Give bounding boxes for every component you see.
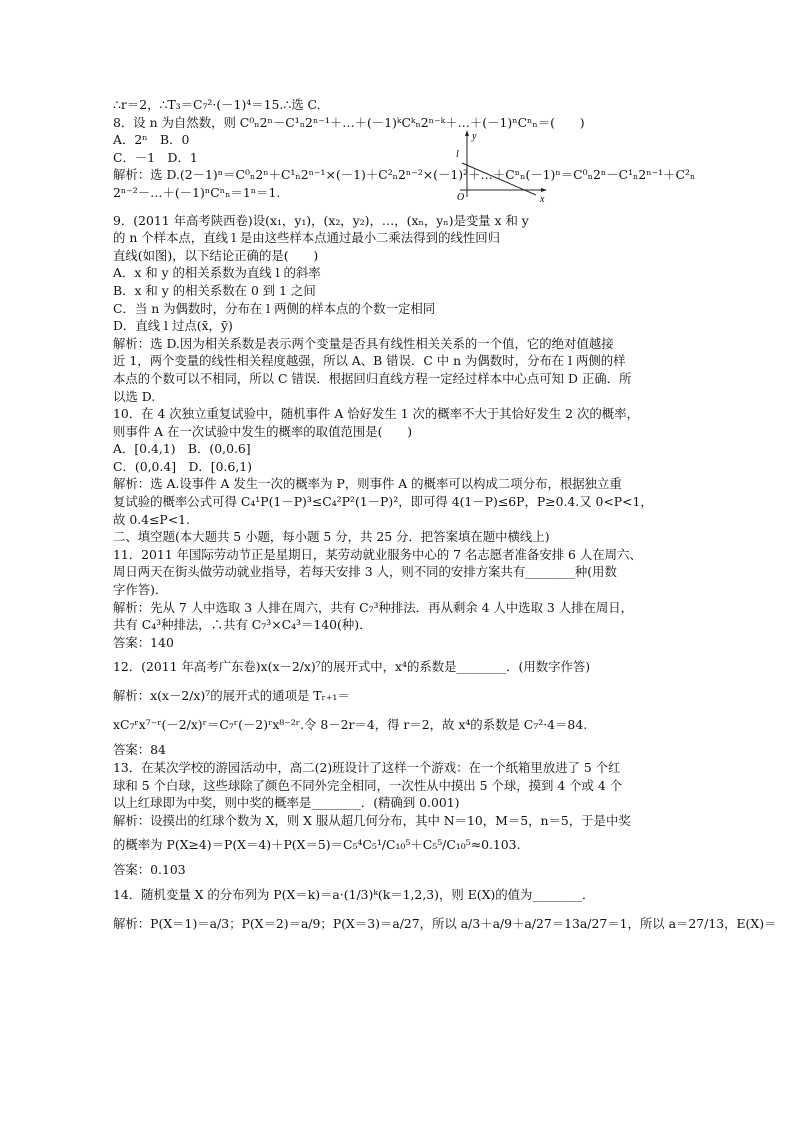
question-11-answer: 答案：140 [113, 634, 174, 650]
question-12-solution-cont: xC₇ʳx⁷⁻ʳ(－2/x)ʳ＝C₇ʳ(－2)ʳx⁸⁻²ʳ.令 8－2r＝4，得 r＝2，故 x⁴的系数是 C₇²·4＝84. [113, 717, 588, 733]
question-10-options-ab: A．[0.4,1) B．(0,0.6] [113, 441, 251, 457]
section-heading: 二、填空题(本大题共 5 小题，每小题 5 分，共 25 分．把答案填在题中横线上) [113, 529, 550, 545]
question-13-solution-cont: 的概率为 P(X≥4)＝P(X＝4)＋P(X＝5)＝C₅⁴C₅¹/C₁₀⁵＋C₅⁵/C₁₀⁵≈0.103. [113, 837, 521, 853]
question-9-stem-cont: 的 n 个样本点，直线 l 是由这些样本点通过最小二乘法得到的线性回归 [113, 230, 501, 246]
question-13-stem-cont: 以上红球即为中奖，则中奖的概率是________．(精确到 0.001) [113, 795, 460, 811]
question-13-answer: 答案：0.103 [113, 862, 186, 878]
x-axis-arrow [541, 188, 547, 192]
question-9-option-d: D．直线 l 过点(x̄，ȳ) [113, 318, 233, 334]
question-11-solution: 解析：先从 7 人中选取 3 人排在周六，共有 C₇³种排法．再从剩余 4 人中选取 3 人排在周日， [113, 599, 634, 615]
question-14-solution: 解析：P(X＝1)＝a/3；P(X＝2)＝a/9；P(X＝3)＝a/27，所以 a/3＋a/9＋a/27＝13a/27＝1，所以 a＝27/13，E(X)＝ [113, 915, 777, 931]
question-9-option-b: B．x 和 y 的相关系数在 0 到 1 之间 [113, 282, 316, 298]
question-10-solution-cont: 故 0.4≤P<1. [113, 511, 190, 527]
question-8-options-ab: A．2ⁿ B．0 [113, 132, 190, 148]
question-10-options-cd: C．(0,0.4] D．[0.6,1) [113, 458, 252, 474]
question-10-solution: 解析：选 A.设事件 A 发生一次的概率为 P，则事件 A 的概率可以构成二项分布，根据独立重 [113, 476, 622, 492]
y-axis-arrow [465, 130, 469, 136]
question-10-solution-cont: 复试验的概率公式可得 C₄¹P(1－P)³≤C₄²P²(1－P)²，即可得 4(1－P)≤6P，P≥0.4.又 0<P<1， [113, 494, 653, 510]
origin-label: O [457, 192, 465, 203]
question-9-stem-cont: 直线(如图)，以下结论正确的是( ) [113, 247, 319, 263]
regression-figure [448, 127, 548, 207]
text-line: ∴r＝2，∴T₃＝C₇²·(－1)⁴＝15.∴选 C. [113, 97, 321, 112]
question-12-answer: 答案：84 [113, 742, 166, 758]
question-9-solution: 解析：选 D.因为相关系数是表示两个变量是否具有线性相关关系的一个值，它的绝对值越接 [113, 335, 614, 351]
question-13-stem: 13．在某次学校的游园活动中，高二(2)班设计了这样一个游戏：在一个纸箱里放进了 5 个红 [113, 760, 621, 775]
question-8-solution-cont: 2ⁿ⁻²－…＋(－1)ⁿCⁿₙ＝1ⁿ＝1. [113, 184, 281, 200]
question-11-stem-cont: 字作答)． [113, 582, 168, 598]
question-8-solution: 解析：选 D.(2－1)ⁿ＝C⁰ₙ2ⁿ＋C¹ₙ2ⁿ⁻¹×(－1)＋C²ₙ2ⁿ⁻²×(－1)²＋…＋Cⁿₙ(－1)ⁿ＝C⁰ₙ2ⁿ－C¹ₙ2ⁿ⁻¹＋C²ₙ [113, 167, 696, 183]
question-12-stem: 12．(2011 年高考广东卷)x(x－2/x)⁷的展开式中，x⁴的系数是________．(用数字作答) [113, 659, 591, 675]
question-10-stem: 10．在 4 次独立重复试验中，随机事件 A 恰好发生 1 次的概率不大于其恰好发生 2 次的概率， [113, 406, 639, 422]
document-page [113, 96, 777, 940]
question-9-option-c: C．当 n 为偶数时，分布在 l 两侧的样本点的个数一定相同 [113, 300, 436, 316]
question-8-stem: 8．设 n 为自然数，则 C⁰ₙ2ⁿ－C¹ₙ2ⁿ⁻¹＋…＋(－1)ᵏCᵏₙ2ⁿ⁻ᵏ＋…＋(－1)ⁿCⁿₙ＝( ) [113, 114, 585, 130]
question-13-solution: 解析：设摸出的红球个数为 X，则 X 服从超几何分布，其中 N＝10，M＝5，n＝5，于是中奖 [113, 812, 631, 828]
question-9-stem: 9．(2011 年高考陕西卷)设(x₁，y₁)，(x₂，y₂)，…，(xₙ，yₙ)是变量 x 和 y [113, 212, 529, 228]
line-label: l [456, 149, 459, 160]
question-13-stem-cont: 球和 5 个白球，这些球除了颜色不同外完全相同，一次性从中摸出 5 个球，摸到 4 个或 4 个 [113, 777, 623, 793]
question-9-solution-cont: 近 1，两个变量的线性相关程度越强，所以 A、B 错误．C 中 n 为偶数时，分布在 l 两侧的样 [113, 353, 626, 369]
question-8-options-cd: C．－1 D．1 [113, 149, 198, 165]
y-axis-label: y [472, 131, 477, 142]
question-14-stem: 14．随机变量 X 的分布列为 P(X＝k)＝a·(1/3)ᵏ(k＝1,2,3)，则 E(X)的值为________． [113, 886, 595, 902]
question-11-stem-cont: 周日两天在街头做劳动就业指导，若每天安排 3 人，则不同的安排方案共有________种(用数 [113, 564, 617, 580]
question-9-solution-cont: 本点的个数可以不相同，所以 C 错误．根据回归直线方程一定经过样本中心点可知 D 正确．所 [113, 370, 632, 386]
question-11-stem: 11．2011 年国际劳动节正是星期日，某劳动就业服务中心的 7 名志愿者准备安排 6 人在周六、 [113, 546, 642, 562]
question-10-stem-cont: 则事件 A 在一次试验中发生的概率的取值范围是( ) [113, 423, 413, 439]
question-9-solution-cont: 以选 D. [113, 388, 156, 404]
question-12-solution: 解析：x(x－2/x)⁷的展开式的通项是 Tᵣ₊₁＝ [113, 688, 350, 704]
question-11-solution-cont: 共有 C₄³种排法，∴共有 C₇³×C₄³＝140(种)． [113, 617, 372, 633]
x-axis-label: x [540, 194, 545, 205]
question-9-option-a: A．x 和 y 的相关系数为直线 l 的斜率 [113, 265, 321, 281]
